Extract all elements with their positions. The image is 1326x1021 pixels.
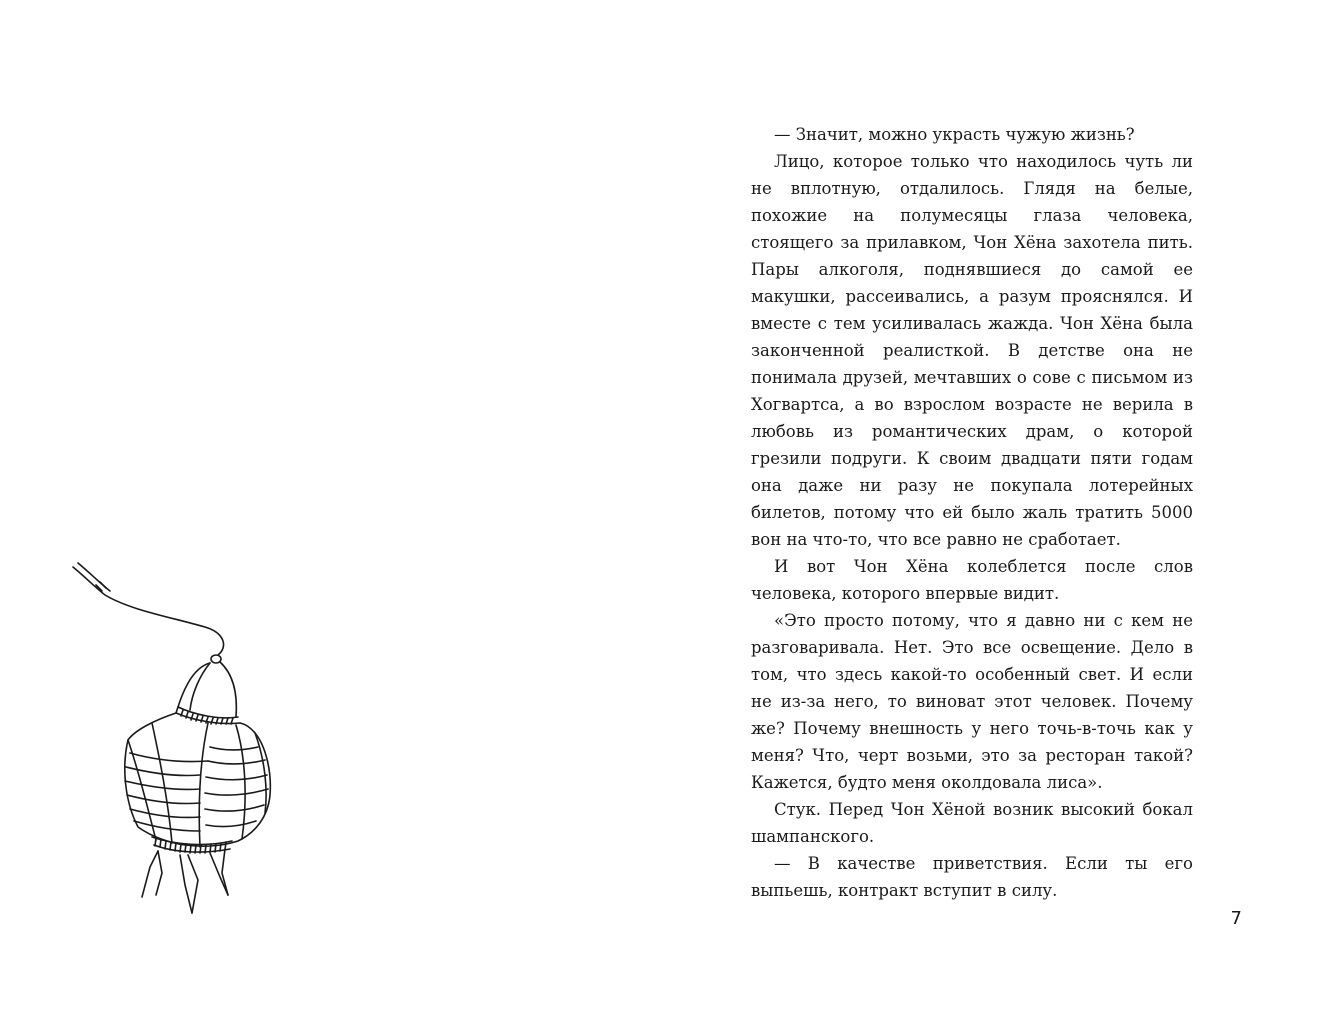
paragraph: — В качестве приветствия. Если ты его выпьешь, контракт вступит в силу. <box>751 854 1193 900</box>
page-number: 7 <box>1230 908 1242 929</box>
paragraph: И вот Чон Хёна колеблется после слов человека, которого впервые видит. <box>751 557 1193 603</box>
paragraph: «Это просто потому, что я давно ни с кем не разговаривала. Нет. Это все освещение. Дело в том, что здесь какой-то особенный свет. И если не из-за него, то виноват этот человек. Почему же? Почему внешность у него точь-в-точь как у меня? Что, черт возьми, это за ресторан такой? Кажется, будто меня околдовала лиса». <box>751 611 1193 792</box>
paragraph: Стук. Перед Чон Хёной возник высокий бокал шампанского. <box>751 800 1193 846</box>
right-page <box>663 0 1326 1021</box>
paragraph: Лицо, которое только что находилось чуть ли не вплотную, отдалилось. Глядя на белые, похожие на полумесяцы глаза человека, стоящего за прилавком, Чон Хёна захотела пить. Пары алкоголя, поднявшиеся до самой ее макушки, рассеивались, а разум прояснялся. И вместе с тем усиливалась жажда. Чон Хёна была законченной реалисткой. В детстве она не понимала друзей, мечтавших о сове с письмом из Хогвартса, а во взрослом возрасте не верила в любовь из романтических драм, о которой грезили подруги. К своим двадцати пяти годам она даже ни разу не покупала лотерейных билетов, потому что ей было жаль тратить 5000 вон на что-то, что все равно не сработает. <box>751 152 1193 549</box>
body-text <box>751 121 1193 904</box>
paper-lantern-icon <box>60 555 290 925</box>
paragraph: — Значит, можно украсть чужую жизнь? <box>774 125 1135 144</box>
